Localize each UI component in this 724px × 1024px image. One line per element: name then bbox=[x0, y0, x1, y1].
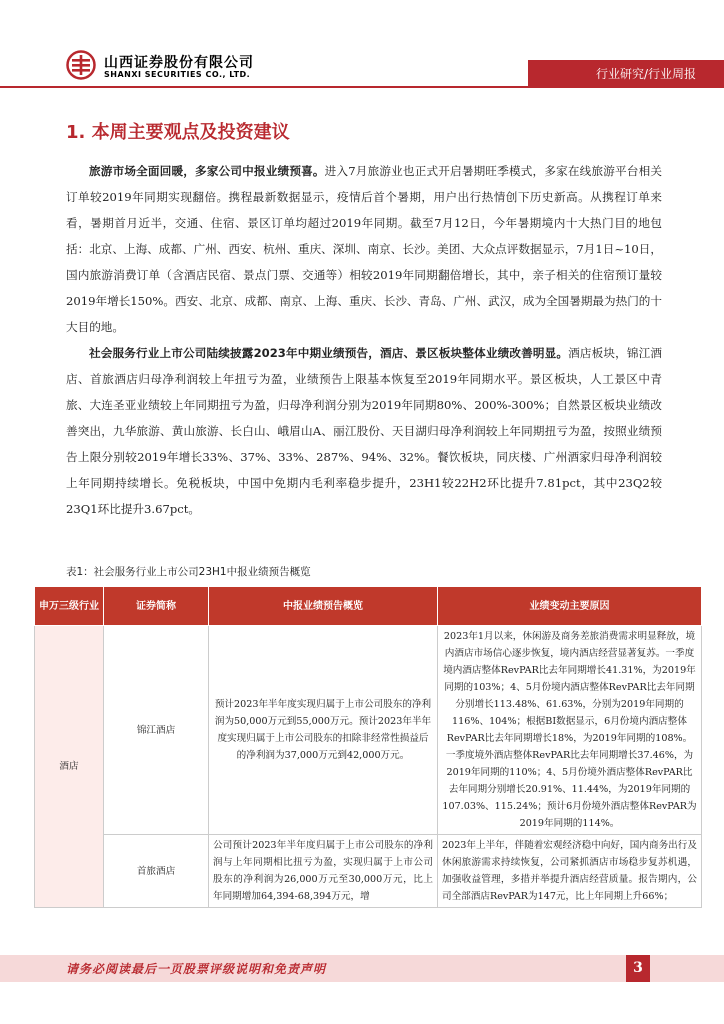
table-row bbox=[35, 835, 702, 908]
stock-name-cell: 首旅酒店 bbox=[104, 835, 209, 908]
report-type-bar bbox=[528, 60, 724, 86]
table-caption: 表1：社会服务行业上市公司23H1中报业绩预告概览 bbox=[66, 566, 311, 578]
col-header-preview: 中报业绩预告概览 bbox=[209, 587, 438, 626]
paragraph bbox=[66, 340, 662, 522]
body-text bbox=[66, 158, 662, 522]
stock-name-cell: 锦江酒店 bbox=[104, 626, 209, 835]
col-header-industry: 申万三级行业 bbox=[35, 587, 104, 626]
preview-cell: 公司预计2023年半年度归属于上市公司股东的净利润与上年同期相比扭亏为盈，实现归属于上市公司股东的净利润为26,000万元至30,000万元，比上年同期增加64,394-68,394万元，增 bbox=[209, 835, 438, 908]
section-title: 1. 本周主要观点及投资建议 bbox=[66, 122, 290, 143]
preview-cell: 预计2023年半年度实现归属于上市公司股东的净利润为50,000万元到55,000万元。预计2023年半年度实现归属于上市公司股东的扣除非经常性损益后的净利润为37,000万元到42,000万元。 bbox=[209, 626, 438, 835]
paragraph-lead: 旅游市场全面回暖，多家公司中报业绩预喜。 bbox=[89, 164, 325, 178]
paragraph-lead: 社会服务行业上市公司陆续披露2023年中期业绩预告，酒店、景区板块整体业绩改善明显。 bbox=[89, 346, 569, 360]
page-header bbox=[0, 0, 724, 92]
company-logo-icon bbox=[66, 50, 96, 80]
page-number: 3 bbox=[626, 955, 650, 982]
header-divider bbox=[0, 86, 724, 88]
earnings-table bbox=[34, 586, 702, 908]
table-row bbox=[35, 626, 702, 835]
reason-cell: 2023年上半年，伴随着宏观经济稳中向好，国内商务出行及休闲旅游需求持续恢复，公司紧抓酒店市场稳步复苏机遇，加强收益管理，多措并举提升酒店经营质量。报告期内，公司全部酒店RevPAR为147元，比上年同期上升66%； bbox=[438, 835, 702, 908]
paragraph-text: 酒店板块，锦江酒店、首旅酒店归母净利润较上年扭亏为盈，业绩预告上限基本恢复至2019年同期水平。景区板块，人工景区中青旅、大连圣亚业绩较上年同期扭亏为盈，归母净利润分别为2019年同期80%、200%-300%；自然景区板块业绩改善突出，九华旅游、黄山旅游、长白山、峨眉山A、丽江股份、天目湖归母净利润较上年同期扭亏为盈，按照业绩预告上限分别较2019年增长33%、37%、33%、287%、94%、32%。餐饮板块，同庆楼、广州酒家归母净利润较上年同期持续增长。免税板块，中国中免期内毛利率稳步提升，23H1较22H2环比提升7.81pct，其中23Q2较23Q1环比提升3.67pct。 bbox=[66, 346, 662, 516]
company-name-en: SHANXI SECURITIES CO., LTD. bbox=[104, 70, 251, 79]
col-header-reason: 业绩变动主要原因 bbox=[438, 587, 702, 626]
disclaimer: 请务必阅读最后一页股票评级说明和免责声明 bbox=[66, 962, 327, 976]
reason-cell: 2023年1月以来，休闲游及商务差旅消费需求明显释放，境内酒店市场信心逐步恢复，境内酒店经营显著复苏。一季度境内酒店整体RevPAR比去年同期增长41.31%，为2019年同期的103%；4、5月份境内酒店整体RevPAR比去年同期分别增长113.48%、61.63%，分别为2019年同期的116%、104%；根据BI数据显示，6月份境内酒店整体RevPAR比去年同期增长18%，为2019年同期的108%。一季度境外酒店整体RevPAR比去年同期增长37.46%，为2019年同期的110%；4、5月份境外酒店整体RevPAR比去年同期分别增长20.91%、11.44%，为2019年同期的107.03%、115.24%；预计6月份境外酒店整体RevPAR为2019年同期的114%。 bbox=[438, 626, 702, 835]
paragraph-text: 进入7月旅游业也正式开启暑期旺季模式，多家在线旅游平台相关订单较2019年同期实现翻倍。携程最新数据显示，疫情后首个暑期，用户出行热情创下历史新高。从携程订单来看，暑期首月近半，交通、住宿、景区订单均超过2019年同期。截至7月12日，今年暑期境内十大热门目的地包括：北京、上海、成都、广州、西安、杭州、重庆、深圳、南京、长沙。美团、大众点评数据显示，7月1日~10日，国内旅游消费订单（含酒店民宿、景点门票、交通等）相较2019年同期翻倍增长，其中，亲子相关的住宿预订量较2019年增长150%。西安、北京、成都、南京、上海、重庆、长沙、青岛、广州、武汉，成为全国暑期最为热门的十大目的地。 bbox=[66, 164, 662, 334]
col-header-name: 证券简称 bbox=[104, 587, 209, 626]
table-header-row bbox=[35, 587, 702, 626]
paragraph bbox=[66, 158, 662, 340]
report-type: 行业研究/行业周报 bbox=[595, 67, 696, 81]
industry-cell: 酒店 bbox=[35, 626, 104, 908]
company-name-cn: 山西证券股份有限公司 bbox=[104, 55, 254, 71]
